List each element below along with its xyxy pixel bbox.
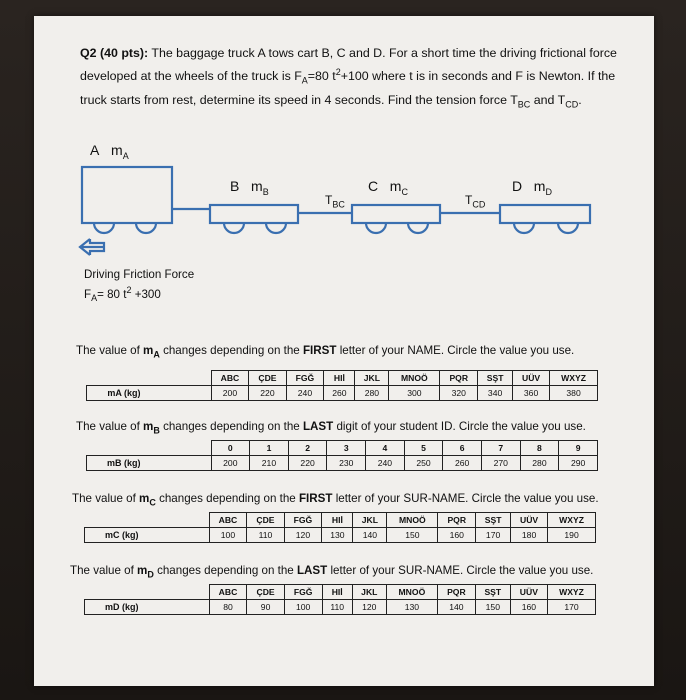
question-end: . <box>578 92 582 107</box>
table-md-header-cell: PQR <box>437 585 475 600</box>
table-mb <box>86 440 598 471</box>
table-mb-header-cell: 1 <box>250 441 289 456</box>
note-mb <box>76 420 586 435</box>
table-ma-value-cell: 220 <box>249 386 286 401</box>
table-mc-header-cell: HIİ <box>322 513 353 528</box>
table-mb-header-cell: 0 <box>211 441 250 456</box>
table-md-header-row <box>85 585 596 600</box>
table-mb-value-cell: 240 <box>366 456 405 471</box>
question-eq: =80 t <box>307 69 336 84</box>
note-md-mid: changes depending on the <box>153 564 297 577</box>
table-mb-header-cell: 2 <box>288 441 327 456</box>
table-md-header-cell: SŞT <box>475 585 510 600</box>
table-ma-value-cell: 320 <box>440 386 478 401</box>
question-sub-a: A <box>301 75 308 86</box>
cart-b-wheel-left <box>224 223 244 233</box>
table-md-header-cell: ABC <box>209 585 247 600</box>
note-md-key: LAST <box>296 564 328 577</box>
table-md-value-cell: 150 <box>475 600 510 615</box>
table-md-corner <box>85 585 210 600</box>
table-mb-header-row <box>87 441 598 456</box>
table-ma-header-cell: HIİ <box>324 371 355 386</box>
table-ma-value-cell: 340 <box>478 386 513 401</box>
table-mc-corner <box>85 513 210 528</box>
note-ma-tail: letter of your NAME. Circle the value you use. <box>336 344 575 357</box>
note-md <box>70 564 593 579</box>
cart-b-label <box>230 178 269 197</box>
tension-cd-label <box>465 193 485 209</box>
table-mc-value-cell: 130 <box>322 528 353 543</box>
table-mc-header-cell: ÇDE <box>247 513 284 528</box>
table-md-value-cell: 80 <box>209 600 247 615</box>
friction-equation <box>84 285 161 303</box>
table-mc-value-cell: 160 <box>438 528 476 543</box>
table-mc-value-cell: 180 <box>511 528 548 543</box>
table-mc-value-cell: 120 <box>284 528 322 543</box>
note-mb-sub: B <box>153 425 160 436</box>
table-md-header-cell: HIİ <box>322 585 352 600</box>
table-mb-value-row <box>87 456 598 471</box>
table-ma <box>86 370 598 401</box>
table-ma-value-row <box>87 386 598 401</box>
friction-eq-tail: +300 <box>131 287 161 301</box>
table-mb-value-cell: 220 <box>288 456 327 471</box>
table-mb-value-cell: 250 <box>404 456 443 471</box>
truck-a-body <box>82 167 172 223</box>
cart-d-label <box>512 178 552 197</box>
friction-eq-sub: A <box>91 293 98 304</box>
cart-d-mass-sub: D <box>545 186 552 197</box>
truck-a-mass-sub: A <box>122 150 129 161</box>
table-mc-value-cell: 140 <box>353 528 387 543</box>
table-mb-value-cell: 230 <box>327 456 366 471</box>
note-ma-key: FIRST <box>302 344 337 357</box>
note-ma-sub: A <box>153 349 160 360</box>
table-ma-header-cell: ABC <box>211 371 249 386</box>
note-md-prefix: The value of <box>70 564 138 577</box>
cart-c-body <box>352 205 440 223</box>
table-ma-header-row <box>87 371 598 386</box>
table-mb-header-cell: 8 <box>520 441 559 456</box>
table-mc-value-cell: 150 <box>387 528 438 543</box>
table-md-value-row <box>85 600 596 615</box>
note-mb-prefix: The value of <box>76 420 144 433</box>
cart-d-wheel-left <box>514 223 534 233</box>
question-sub-bc: BC <box>517 99 531 110</box>
table-ma-value-cell: 240 <box>286 386 324 401</box>
table-mb-header-cell: 6 <box>443 441 482 456</box>
question-label: Q2 (40 pts): <box>80 46 149 60</box>
cart-d-body <box>500 205 590 223</box>
table-ma-value-cell: 200 <box>211 386 249 401</box>
tension-bc-symbol: T <box>325 193 333 207</box>
question-sub-cd: CD <box>565 99 579 110</box>
table-mb-value-cell: 210 <box>250 456 289 471</box>
table-ma-header-cell: WXYZ <box>550 371 598 386</box>
cart-d-letter: D <box>512 178 523 194</box>
truck-a-wheel-left <box>94 223 114 233</box>
friction-eq-main: = 80 t <box>97 287 127 301</box>
table-md-value-cell: 130 <box>386 600 437 615</box>
question-tail: +100 where t is in seconds and F is Newton. If the truck starts from rest, determine its speed in 4 seconds. Find the tension force T <box>80 69 616 107</box>
note-mb-mid: changes depending on the <box>159 420 303 433</box>
table-md-header-cell: WXYZ <box>547 585 595 600</box>
table-mb-value-cell: 280 <box>520 456 559 471</box>
table-ma-header-cell: UÜV <box>513 371 550 386</box>
table-md-value-cell: 170 <box>547 600 595 615</box>
table-md <box>84 584 596 615</box>
table-ma-header-cell: SŞT <box>478 371 513 386</box>
table-ma-value-cell: 360 <box>513 386 550 401</box>
truck-a-label <box>90 142 129 161</box>
note-mb-tail: digit of your student ID. Circle the value you use. <box>333 420 586 433</box>
table-mc-value-cell: 110 <box>247 528 284 543</box>
question-body: The baggage truck A tows cart B, C and D. For a short time the driving frictional force developed at the wheels of the truck is F <box>80 46 617 84</box>
table-ma-header-cell: PQR <box>440 371 478 386</box>
table-ma-row-label: mA (kg) <box>87 386 212 401</box>
cart-d-mass-symbol: m <box>533 178 546 194</box>
table-mc-header-row <box>85 513 596 528</box>
note-mc <box>72 492 599 507</box>
note-mb-key: LAST <box>302 420 334 433</box>
table-mb-value-cell: 270 <box>481 456 520 471</box>
table-mc-header-cell: FGĞ <box>284 513 322 528</box>
table-md-row-label: mD (kg) <box>85 600 210 615</box>
table-ma-header-cell: JKL <box>355 371 389 386</box>
table-mc-value-cell: 100 <box>209 528 247 543</box>
table-mb-header-cell: 4 <box>366 441 405 456</box>
note-ma-sym: m <box>143 344 154 357</box>
cart-b-body <box>210 205 298 223</box>
tension-cd-sub: CD <box>472 199 486 210</box>
cart-b-mass-symbol: m <box>251 178 263 194</box>
table-mb-value-cell: 200 <box>211 456 250 471</box>
tension-bc-label <box>325 193 345 209</box>
table-md-value-cell: 100 <box>284 600 322 615</box>
cart-c-wheel-left <box>366 223 386 233</box>
table-mc-header-cell: ABC <box>209 513 247 528</box>
table-mb-corner <box>87 441 212 456</box>
note-mc-prefix: The value of <box>72 492 140 505</box>
note-mc-sub: C <box>149 497 156 508</box>
truck-a-mass-symbol: m <box>111 142 123 158</box>
table-ma-value-cell: 260 <box>324 386 355 401</box>
note-ma-prefix: The value of <box>76 344 144 357</box>
note-ma <box>76 344 574 359</box>
table-mb-header-cell: 5 <box>404 441 443 456</box>
note-mb-sym: m <box>143 420 154 433</box>
note-md-tail: letter of your SUR-NAME. Circle the value you use. <box>327 564 594 577</box>
table-mc <box>84 512 596 543</box>
cart-b-letter: B <box>230 178 240 194</box>
question-text <box>80 44 620 114</box>
table-mc-value-cell: 170 <box>476 528 511 543</box>
cart-c-wheel-right <box>408 223 428 233</box>
table-mc-header-cell: JKL <box>353 513 387 528</box>
note-mc-mid: changes depending on the <box>155 492 299 505</box>
table-md-value-cell: 140 <box>437 600 475 615</box>
note-ma-mid: changes depending on the <box>159 344 303 357</box>
friction-eq-f: F <box>84 287 92 301</box>
table-mc-header-cell: SŞT <box>476 513 511 528</box>
cart-c-mass-symbol: m <box>389 178 402 194</box>
table-md-header-cell: FGĞ <box>284 585 322 600</box>
table-mc-value-row <box>85 528 596 543</box>
table-md-value-cell: 120 <box>352 600 386 615</box>
table-mb-header-cell: 9 <box>559 441 598 456</box>
table-ma-header-cell: FGĞ <box>286 371 324 386</box>
table-md-value-cell: 110 <box>322 600 352 615</box>
cart-c-letter: C <box>368 178 379 194</box>
table-mb-value-cell: 290 <box>559 456 598 471</box>
table-md-header-cell: ÇDE <box>247 585 284 600</box>
note-mc-sym: m <box>139 492 150 505</box>
table-md-header-cell: UÜV <box>510 585 547 600</box>
table-ma-header-cell: ÇDE <box>249 371 286 386</box>
table-ma-value-cell: 280 <box>355 386 389 401</box>
table-mc-header-cell: WXYZ <box>548 513 596 528</box>
truck-a-wheel-right <box>136 223 156 233</box>
table-ma-header-cell: MNOÖ <box>389 371 440 386</box>
cart-b-wheel-right <box>266 223 286 233</box>
table-ma-corner <box>87 371 212 386</box>
table-mb-header-cell: 7 <box>481 441 520 456</box>
table-mb-row-label: mB (kg) <box>87 456 212 471</box>
cart-c-label <box>368 178 408 197</box>
table-ma-value-cell: 300 <box>389 386 440 401</box>
question-exp: 2 <box>335 67 341 77</box>
cart-c-mass-sub: C <box>401 186 408 197</box>
friction-arrow <box>80 239 104 255</box>
table-mc-header-cell: MNOÖ <box>387 513 438 528</box>
friction-eq-exp: 2 <box>126 285 132 295</box>
question-and: and T <box>530 92 566 107</box>
table-mc-row-label: mC (kg) <box>85 528 210 543</box>
table-md-header-cell: MNOÖ <box>386 585 437 600</box>
tension-cd-symbol: T <box>465 193 473 207</box>
cart-b-mass-sub: B <box>262 186 269 197</box>
friction-label: Driving Friction Force <box>84 268 195 281</box>
note-mc-key: FIRST <box>298 492 333 505</box>
note-md-sub: D <box>147 569 154 580</box>
table-mc-header-cell: UÜV <box>511 513 548 528</box>
cart-d-wheel-right <box>558 223 578 233</box>
table-mb-header-cell: 3 <box>327 441 366 456</box>
note-mc-tail: letter of your SUR-NAME. Circle the value you use. <box>332 492 599 505</box>
tension-bc-sub: BC <box>332 199 345 210</box>
table-md-value-cell: 160 <box>510 600 547 615</box>
truck-a-letter: A <box>90 142 100 158</box>
table-mc-value-cell: 190 <box>548 528 596 543</box>
table-md-header-cell: JKL <box>352 585 386 600</box>
table-ma-value-cell: 380 <box>550 386 598 401</box>
table-mb-value-cell: 260 <box>443 456 482 471</box>
table-md-value-cell: 90 <box>247 600 284 615</box>
table-mc-header-cell: PQR <box>438 513 476 528</box>
note-md-sym: m <box>137 564 148 577</box>
